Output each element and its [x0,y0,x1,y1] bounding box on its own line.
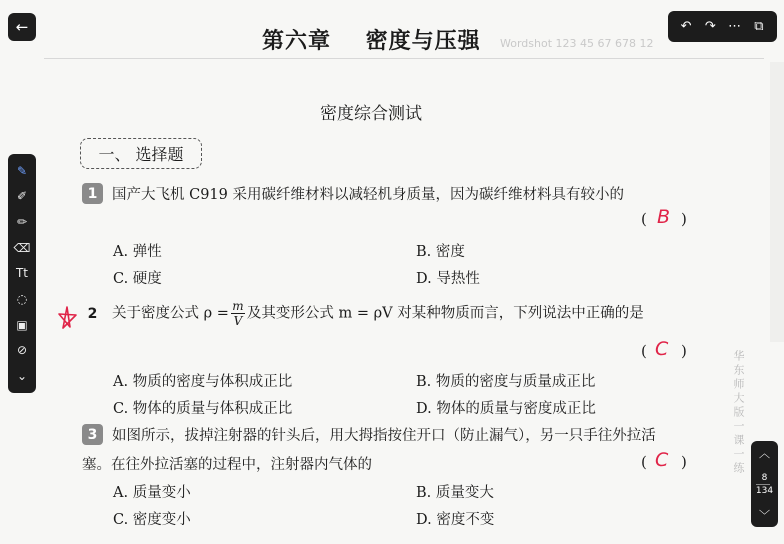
option-1a: A. 弹性 [113,244,162,260]
question-3-text-line1: 如图所示，拔掉注射器的针头后，用大拇指按住开口（防止漏气），另一只手往外拉活 [112,428,656,444]
question-number-3: 3 [82,424,103,445]
answer-paren-right-2: ) [681,342,687,360]
back-arrow-icon: ← [15,18,29,36]
test-title: 密度综合测试 [320,104,422,124]
pen-icon[interactable]: ✎ [16,163,28,178]
total-pages: 134 [755,485,774,496]
side-series-label: 华东师大版一课一练 [732,350,745,476]
option-3b: B. 质量变大 [416,485,494,501]
question-1-text: 国产大飞机 C919 采用碳纤维材料以减轻机身质量，因为碳纤维材料具有较小的 [112,187,624,203]
option-3d: D. 密度不变 [416,512,495,528]
header-divider [44,58,764,59]
pages-icon[interactable]: ⧉ [754,19,764,34]
option-3a: A. 质量变小 [113,485,191,501]
collapse-chevron-icon[interactable]: ⌄ [16,369,28,384]
fraction-denominator: V [233,314,243,328]
question-number-2: 2 [87,305,98,322]
pencil-icon[interactable]: ✐ [16,189,28,204]
option-1b: B. 密度 [416,244,465,260]
text-tool-icon[interactable]: Tt [15,266,29,281]
question-2-text-after: 及其变形公式 m = ρV 对某种物质而言，下列说法中正确的是 [246,305,644,322]
lasso-icon[interactable]: ◌ [16,292,28,307]
option-3c: C. 密度变小 [113,512,191,528]
eraser-icon[interactable]: ⌫ [13,240,31,255]
answer-paren-left-3: ( [641,453,647,471]
question-2-text-before: 关于密度公式 ρ = [112,305,229,322]
answer-paren-left-2: ( [641,342,647,360]
handwritten-star-mark [56,305,78,331]
scroll-track[interactable] [770,62,784,342]
answer-paren-left-1: ( [641,210,647,228]
option-1d: D. 导热性 [416,271,480,287]
undo-icon[interactable]: ↶ [680,19,692,34]
option-2a: A. 物质的密度与体积成正比 [113,374,293,390]
annotation-tool-palette [8,154,36,393]
top-toolbar [668,11,777,42]
option-2b: B. 物质的密度与质量成正比 [416,374,596,390]
highlighter-icon[interactable]: ✏ [16,215,28,230]
option-2c: C. 物体的质量与体积成正比 [113,401,293,417]
section-heading: 一、 选择题 [80,138,202,169]
option-1c: C. 硬度 [113,271,162,287]
current-page: 8 [761,472,768,483]
handwritten-answer-2: C [655,338,669,360]
image-icon[interactable]: ▣ [16,317,28,332]
chapter-title: 第六章 密度与压强 [262,29,481,54]
answer-paren-right-1: ) [681,210,687,228]
handwritten-answer-1: B [657,206,671,228]
page-indicator [756,472,773,497]
question-3-text-line2: 塞。在往外拉活塞的过程中，注射器内气体的 [82,457,372,473]
page-up-icon[interactable]: ︿ [759,447,770,460]
answer-paren-right-3: ) [681,453,687,471]
question-2-text [112,300,644,327]
faded-header-text: Wordshot 123 45 67 678 12 [500,37,654,50]
fraction-numerator: m [232,299,244,313]
handwritten-answer-3: C [655,449,669,471]
page-down-icon[interactable]: ﹀ [759,509,770,522]
option-2d: D. 物体的质量与密度成正比 [416,401,596,417]
back-button[interactable] [8,13,36,41]
density-fraction [231,300,245,327]
more-icon[interactable]: ⋯ [728,19,742,34]
question-number-1: 1 [82,183,103,204]
page-navigator [751,441,778,527]
redo-icon[interactable]: ↷ [704,19,716,34]
link-icon[interactable]: ⊘ [16,343,28,358]
